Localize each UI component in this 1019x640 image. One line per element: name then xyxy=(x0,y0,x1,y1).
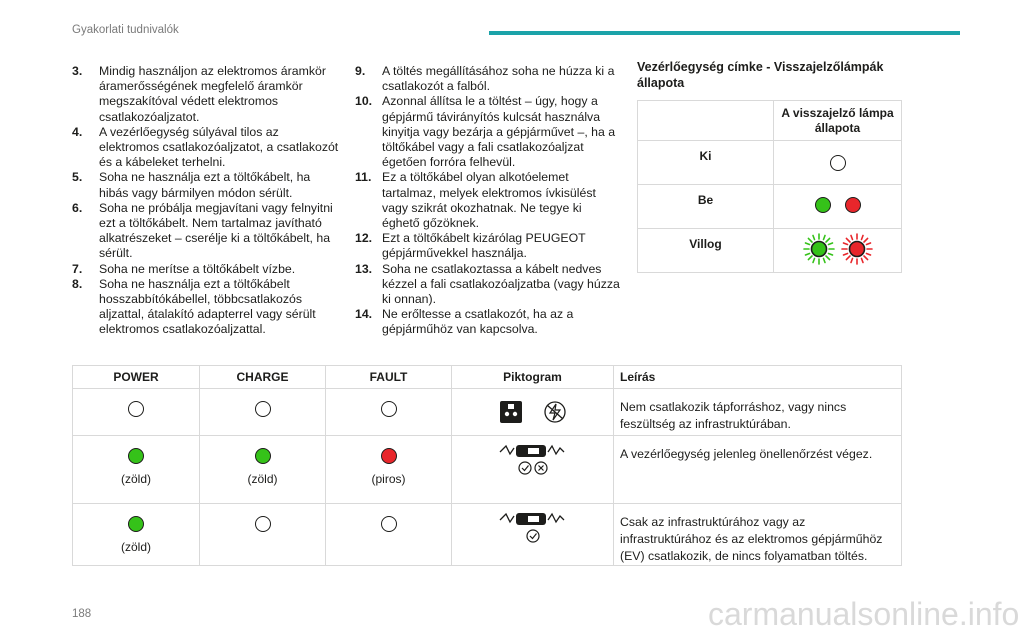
item-text: Soha ne próbálja megjavítani vagy felnyitni ezt a töltőkábelt. Nem tartalmaz javítható alkatrészeket – cserélje ki a töltőkábelt, ha sérült. xyxy=(99,200,333,261)
item-text: Ez a töltőkábel olyan alkotóelemet tartalmaz, melyek elektromos ívkisülést vagy szikrát okozhatnak. Ne tegye ki éghető gőzöknek. xyxy=(382,170,596,231)
description-cell: Nem csatlakozik tápforráshoz, vagy nincs feszültség az infrastruktúrában. xyxy=(614,389,902,436)
color-label: (zöld) xyxy=(120,472,151,486)
lamp-off-icon xyxy=(255,516,271,532)
list-item xyxy=(355,307,620,337)
running-header: Gyakorlati tudnivalók xyxy=(72,24,179,36)
column-header-description: Leírás xyxy=(614,366,902,389)
power-cell xyxy=(73,504,200,566)
red-blinking-lamp-icon xyxy=(840,232,874,266)
lamp-symbol-cell xyxy=(774,185,902,229)
item-number: 8. xyxy=(72,276,83,291)
lamp-table-empty-header xyxy=(638,101,774,141)
item-text: Soha ne csatlakoztassa a kábelt nedves kézzel a fali csatlakozóaljzatba (vagy húzza ki onnan). xyxy=(382,261,620,307)
red-lamp-icon xyxy=(381,448,397,464)
list-item xyxy=(355,170,620,231)
color-label: (zöld) xyxy=(120,540,151,554)
list-item xyxy=(355,231,620,261)
green-blinking-lamp-icon xyxy=(802,232,836,266)
page-number: 188 xyxy=(72,608,92,620)
column-header-charge: CHARGE xyxy=(200,366,326,389)
item-text: Ne erőltesse a csatlakozót, ha az a gépjárműhöz van kapcsolva. xyxy=(382,307,574,337)
item-number: 7. xyxy=(72,261,83,276)
list-item xyxy=(72,170,340,200)
lamp-off-icon xyxy=(128,401,144,417)
power-cell xyxy=(73,436,200,504)
item-number: 11. xyxy=(355,170,372,185)
column-header-power: POWER xyxy=(73,366,200,389)
charge-cell xyxy=(200,504,326,566)
pictogram-cell xyxy=(452,504,614,566)
table-row xyxy=(73,389,902,436)
green-lamp-icon xyxy=(255,448,271,464)
description-cell: A vezérlőegység jelenleg önellenőrzést végez. xyxy=(614,436,902,504)
lamp-off-icon xyxy=(381,401,397,417)
list-item xyxy=(72,262,340,277)
color-label: (piros) xyxy=(371,472,406,486)
lamp-table-header: A visszajelző lámpa állapota xyxy=(774,101,902,141)
lamp-state-off: Ki xyxy=(638,141,774,185)
item-number: 12. xyxy=(355,231,373,246)
item-number: 3. xyxy=(72,64,83,78)
list-item xyxy=(72,277,340,338)
green-lamp-icon xyxy=(815,197,831,213)
item-number: 14. xyxy=(355,307,373,322)
lamp-off-icon xyxy=(255,401,271,417)
table-row xyxy=(73,436,902,504)
pictogram-cell xyxy=(452,389,614,436)
plug-and-no-power-icon xyxy=(498,399,568,425)
control-box-check-and-cross-icon xyxy=(498,442,568,476)
lamp-symbol-cell xyxy=(774,229,902,273)
item-text: Soha ne használja ezt a töltőkábelt hosszabbítókábellel, többcsatlakozós aljzattal, átalakító adapterrel vagy sérült elektromos csatlakozóaljzattal. xyxy=(99,276,316,337)
description-cell: Csak az infrastruktúrához vagy az infrastruktúrához és az elektromos gépjárműhöz (EV) csatlakozik, de nincs folyamatban töltés. xyxy=(614,504,902,566)
item-text: Soha ne használja ezt a töltőkábelt, ha hibás vagy bármilyen módon sérült. xyxy=(99,170,311,200)
charge-cell xyxy=(200,436,326,504)
indicator-table xyxy=(72,365,902,566)
red-lamp-icon xyxy=(845,197,861,213)
item-text: A vezérlőegység súlyával tilos az elektromos csatlakozóaljzatot, a csatlakozót és a kábeleket terhelni. xyxy=(99,124,339,170)
item-text: Soha ne merítse a töltőkábelt vízbe. xyxy=(99,261,296,276)
column-header-pictogram: Piktogram xyxy=(452,366,614,389)
list-item xyxy=(355,262,620,308)
green-lamp-icon xyxy=(128,516,144,532)
table-row xyxy=(73,504,902,566)
item-number: 5. xyxy=(72,170,83,185)
lamp-state-on: Be xyxy=(638,185,774,229)
lamp-off-icon xyxy=(830,155,846,171)
list-item xyxy=(355,94,620,170)
color-label: (zöld) xyxy=(247,472,278,486)
safety-list-left xyxy=(72,64,340,338)
charge-cell xyxy=(200,389,326,436)
item-text: Mindig használjon az elektromos áramkör áramerősségének megfelelő áramkör megszakítóval védett elektromos csatlakozóaljzatot. xyxy=(99,64,326,124)
lamp-status-table xyxy=(637,100,902,273)
watermark: carmanualsonline.info xyxy=(708,596,1019,632)
column-header-fault: FAULT xyxy=(326,366,452,389)
item-number: 10. xyxy=(355,94,373,109)
power-cell xyxy=(73,389,200,436)
item-text: A töltés megállításához soha ne húzza ki a csatlakozót a falból. xyxy=(382,64,615,94)
lamp-section-title: Vezérlőegység címke - Visszajelzőlámpák állapota xyxy=(637,60,884,90)
fault-cell xyxy=(326,436,452,504)
safety-list-right xyxy=(355,64,620,338)
control-box-check-icon xyxy=(498,510,568,544)
lamp-symbol-cell xyxy=(774,141,902,185)
fault-cell xyxy=(326,504,452,566)
pictogram-cell xyxy=(452,436,614,504)
item-text: Azonnal állítsa le a töltést – úgy, hogy a gépjármű távirányítós kulcsát használva kinyitja vagy bezárja a gépjárművet –, ha a töltőkábel vagy a fali csatlakozóaljzat égetően forróra felhevül. xyxy=(382,94,616,170)
list-item xyxy=(355,64,620,94)
list-item xyxy=(72,64,340,125)
item-number: 13. xyxy=(355,261,373,276)
lamp-off-icon xyxy=(381,516,397,532)
green-lamp-icon xyxy=(128,448,144,464)
header-accent-bar xyxy=(489,31,960,35)
list-item xyxy=(72,125,340,171)
lamp-state-blink: Villog xyxy=(638,229,774,273)
item-text: Ezt a töltőkábelt kizárólag PEUGEOT gépjárművekkel használja. xyxy=(382,231,586,261)
list-item xyxy=(72,201,340,262)
item-number: 4. xyxy=(72,124,83,139)
fault-cell xyxy=(326,389,452,436)
item-number: 6. xyxy=(72,200,83,215)
item-number: 9. xyxy=(355,64,366,78)
